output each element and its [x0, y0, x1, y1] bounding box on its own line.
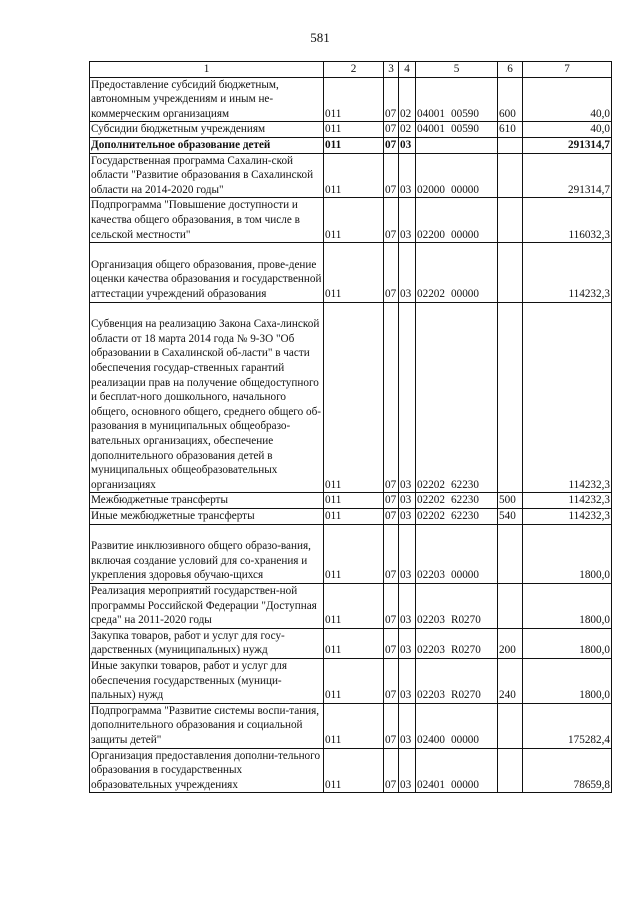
row-name-cell: Реализация мероприятий государствен-ной программы Российской Федерации "Доступная среда" на 2011-2020 годы	[90, 583, 324, 628]
budget-table	[89, 61, 612, 793]
expense-type-cell	[498, 137, 523, 153]
section-code-cell: 07	[384, 583, 399, 628]
target-article-direction-code: 00000	[451, 569, 479, 582]
subsection-code-cell: 03	[399, 703, 416, 748]
target-article-direction-code: 62230	[451, 509, 479, 522]
table-row	[90, 524, 612, 583]
expense-type-cell	[498, 583, 523, 628]
row-name-cell: Межбюджетные трансферты	[90, 493, 324, 509]
expense-type-cell: 200	[498, 628, 523, 658]
target-article-direction-code: 00590	[451, 107, 479, 120]
header-cell: 4	[399, 62, 416, 78]
target-article-cell	[416, 703, 498, 748]
admin-code-cell: 011	[324, 628, 384, 658]
section-code-cell: 07	[384, 198, 399, 243]
amount-cell: 1800,0	[523, 524, 612, 583]
target-article-program-code: 02202	[417, 287, 445, 300]
amount-cell: 40,0	[523, 122, 612, 138]
amount-cell: 1800,0	[523, 583, 612, 628]
row-name-cell: Подпрограмма "Развитие системы воспи-тания, дополнительного образования и социальной защиты детей"	[90, 703, 324, 748]
row-name-cell: Государственная программа Сахалин-ской области "Развитие образования в Сахалинской области на 2014-2020 годы"	[90, 153, 324, 198]
admin-code-cell: 011	[324, 524, 384, 583]
section-code-cell: 07	[384, 658, 399, 703]
table-row	[90, 302, 612, 493]
admin-code-cell: 011	[324, 243, 384, 302]
target-article-cell	[416, 302, 498, 493]
target-article-program-code: 02203	[417, 644, 445, 657]
target-article-direction-code: 00000	[451, 778, 479, 791]
table-row	[90, 122, 612, 138]
expense-type-cell	[498, 524, 523, 583]
target-article-direction-code: 62230	[451, 478, 479, 491]
table-row	[90, 703, 612, 748]
target-article-program-code: 02401	[417, 778, 445, 791]
row-name-cell: Субвенция на реализацию Закона Саха-линской области от 18 марта 2014 года № 9-ЗО "Об образовании в Сахалинской об-ласти" в части обеспечения государ-ственных гарантий реализации прав на получение общедоступного и бесплат-ного дошкольного, начального общего, основного общего, среднего общего об-разования в муниципальных общеобразо-вательных организациях, обеспечение дополнительного образования детей в муниципальных общеобразовательных организациях	[90, 302, 324, 493]
admin-code-cell: 011	[324, 703, 384, 748]
row-name-cell: Организация общего образования, прове-дение оценки качества образования и государственной аттестации учреждений образования	[90, 243, 324, 302]
target-article-cell	[416, 243, 498, 302]
subsection-code-cell: 03	[399, 524, 416, 583]
subsection-code-cell: 02	[399, 77, 416, 122]
subsection-code-cell: 03	[399, 658, 416, 703]
table-row	[90, 658, 612, 703]
target-article-direction-code: R0270	[451, 689, 481, 702]
table-row	[90, 243, 612, 302]
expense-type-cell	[498, 302, 523, 493]
target-article-cell	[416, 508, 498, 524]
page-number: 581	[310, 30, 330, 45]
amount-cell: 116032,3	[523, 198, 612, 243]
target-article-cell	[416, 658, 498, 703]
expense-type-cell: 600	[498, 77, 523, 122]
amount-cell: 114232,3	[523, 243, 612, 302]
row-name-cell: Подпрограмма "Повышение доступности и качества общего образования, в том числе в сельской местности"	[90, 198, 324, 243]
target-article-program-code: 04001	[417, 123, 445, 136]
section-code-cell: 07	[384, 628, 399, 658]
table-row	[90, 153, 612, 198]
expense-type-cell	[498, 703, 523, 748]
header-cell: 6	[498, 62, 523, 78]
amount-cell: 114232,3	[523, 493, 612, 509]
subsection-code-cell: 03	[399, 153, 416, 198]
subsection-code-cell: 03	[399, 137, 416, 153]
target-article-cell	[416, 524, 498, 583]
subsection-code-cell: 02	[399, 122, 416, 138]
table-row	[90, 583, 612, 628]
expense-type-cell	[498, 198, 523, 243]
amount-cell: 114232,3	[523, 508, 612, 524]
row-name-cell: Субсидии бюджетным учреждениям	[90, 122, 324, 138]
table-body	[90, 77, 612, 793]
table-row	[90, 748, 612, 793]
section-code-cell: 07	[384, 493, 399, 509]
admin-code-cell: 011	[324, 153, 384, 198]
target-article-direction-code: R0270	[451, 614, 481, 627]
target-article-program-code: 04001	[417, 107, 445, 120]
admin-code-cell: 011	[324, 198, 384, 243]
expense-type-cell: 240	[498, 658, 523, 703]
section-code-cell: 07	[384, 748, 399, 793]
admin-code-cell: 011	[324, 658, 384, 703]
target-article-cell	[416, 137, 498, 153]
row-name-cell: Организация предоставления дополни-тельного образования в государственных образовательных учреждениях	[90, 748, 324, 793]
header-cell: 7	[523, 62, 612, 78]
header-cell: 5	[416, 62, 498, 78]
section-code-cell: 07	[384, 508, 399, 524]
expense-type-cell: 610	[498, 122, 523, 138]
target-article-direction-code: 00000	[451, 287, 479, 300]
target-article-program-code: 02203	[417, 569, 445, 582]
table-row	[90, 137, 612, 153]
header-cell: 3	[384, 62, 399, 78]
subsection-code-cell: 03	[399, 508, 416, 524]
admin-code-cell: 011	[324, 302, 384, 493]
row-name-cell: Закупка товаров, работ и услуг для госу-дарственных (муниципальных) нужд	[90, 628, 324, 658]
subsection-code-cell: 03	[399, 628, 416, 658]
table-row	[90, 77, 612, 122]
section-code-cell: 07	[384, 122, 399, 138]
target-article-program-code: 02202	[417, 478, 445, 491]
row-name-cell: Иные межбюджетные трансферты	[90, 508, 324, 524]
section-code-cell: 07	[384, 137, 399, 153]
section-code-cell: 07	[384, 703, 399, 748]
target-article-program-code: 02202	[417, 494, 445, 507]
admin-code-cell: 011	[324, 137, 384, 153]
amount-cell: 114232,3	[523, 302, 612, 493]
row-name-cell: Развитие инклюзивного общего образо-вания, включая создание условий для со-хранения и укрепления здоровья обучаю-щихся	[90, 524, 324, 583]
target-article-cell	[416, 493, 498, 509]
admin-code-cell: 011	[324, 122, 384, 138]
admin-code-cell: 011	[324, 508, 384, 524]
target-article-direction-code: 00590	[451, 123, 479, 136]
header-cell: 2	[324, 62, 384, 78]
admin-code-cell: 011	[324, 583, 384, 628]
table-row	[90, 493, 612, 509]
amount-cell: 291314,7	[523, 153, 612, 198]
admin-code-cell: 011	[324, 748, 384, 793]
expense-type-cell: 540	[498, 508, 523, 524]
amount-cell: 1800,0	[523, 628, 612, 658]
target-article-program-code: 02203	[417, 689, 445, 702]
target-article-cell	[416, 583, 498, 628]
subsection-code-cell: 03	[399, 302, 416, 493]
target-article-direction-code: R0270	[451, 644, 481, 657]
subsection-code-cell: 03	[399, 583, 416, 628]
header-cell: 1	[90, 62, 324, 78]
subsection-code-cell: 03	[399, 748, 416, 793]
amount-cell: 40,0	[523, 77, 612, 122]
amount-cell: 291314,7	[523, 137, 612, 153]
target-article-direction-code: 00000	[451, 733, 479, 746]
section-code-cell: 07	[384, 524, 399, 583]
row-name-cell: Предоставление субсидий бюджетным, автономным учреждениям и иным не-коммерческим организациям	[90, 77, 324, 122]
target-article-direction-code: 00000	[451, 183, 479, 196]
subsection-code-cell: 03	[399, 198, 416, 243]
amount-cell: 1800,0	[523, 658, 612, 703]
target-article-cell	[416, 77, 498, 122]
target-article-cell	[416, 628, 498, 658]
subsection-code-cell: 03	[399, 493, 416, 509]
target-article-program-code: 02400	[417, 733, 445, 746]
section-code-cell: 07	[384, 243, 399, 302]
target-article-cell	[416, 153, 498, 198]
subsection-code-cell: 03	[399, 243, 416, 302]
section-code-cell: 07	[384, 153, 399, 198]
amount-cell: 175282,4	[523, 703, 612, 748]
section-code-cell: 07	[384, 302, 399, 493]
target-article-program-code: 02000	[417, 183, 445, 196]
row-name-cell: Иные закупки товаров, работ и услуг для обеспечения государственных (муници-пальных) нужд	[90, 658, 324, 703]
header-row	[90, 62, 612, 78]
target-article-program-code: 02202	[417, 509, 445, 522]
table-row	[90, 198, 612, 243]
expense-type-cell	[498, 748, 523, 793]
target-article-cell	[416, 748, 498, 793]
target-article-program-code: 02203	[417, 614, 445, 627]
expense-type-cell	[498, 153, 523, 198]
expense-type-cell	[498, 243, 523, 302]
table-row	[90, 628, 612, 658]
admin-code-cell: 011	[324, 493, 384, 509]
target-article-direction-code: 62230	[451, 494, 479, 507]
target-article-cell	[416, 198, 498, 243]
target-article-cell	[416, 122, 498, 138]
target-article-direction-code: 00000	[451, 228, 479, 241]
section-code-cell: 07	[384, 77, 399, 122]
target-article-program-code: 02200	[417, 228, 445, 241]
admin-code-cell: 011	[324, 77, 384, 122]
row-name-cell: Дополнительное образование детей	[90, 137, 324, 153]
table-row	[90, 508, 612, 524]
expense-type-cell: 500	[498, 493, 523, 509]
amount-cell: 78659,8	[523, 748, 612, 793]
